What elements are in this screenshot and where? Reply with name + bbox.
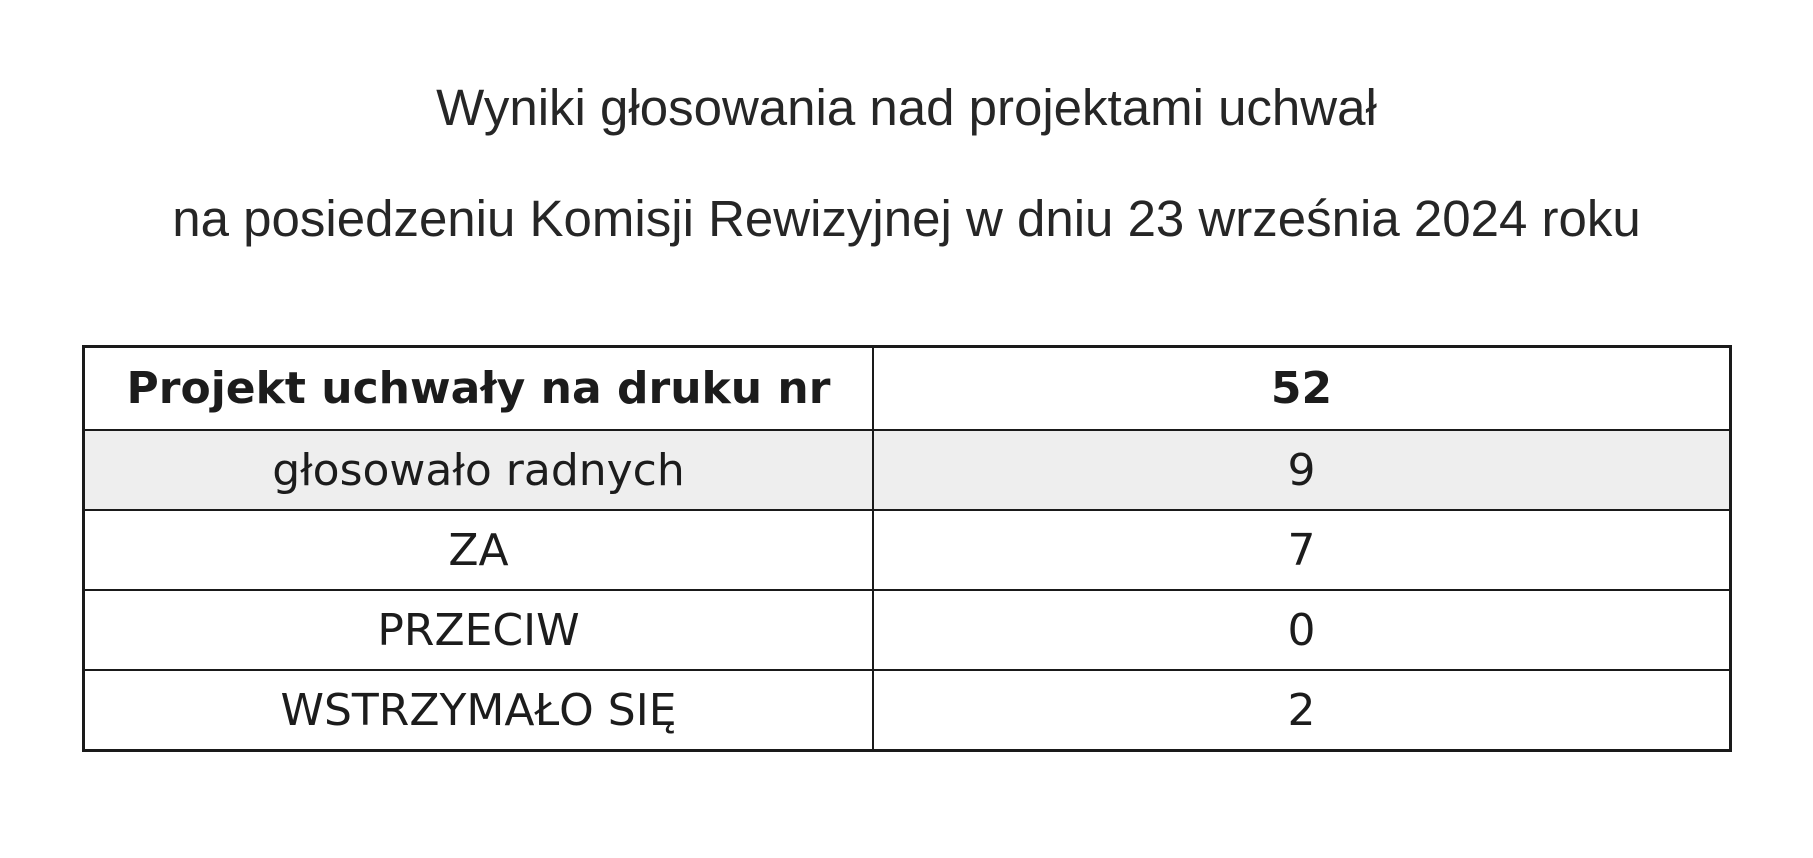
table-row xyxy=(85,511,1729,591)
row-value-cell: 2 xyxy=(872,671,1729,749)
header-label-cell: Projekt uchwały na druku nr xyxy=(126,363,831,414)
row-value-cell: 9 xyxy=(872,431,1729,509)
row-value-cell: 7 xyxy=(872,511,1729,589)
table-row xyxy=(85,591,1729,671)
table-header-row xyxy=(85,348,1729,431)
document-title-line-1: Wyniki głosowania nad projektami uchwał xyxy=(436,79,1377,136)
row-value-cell: 0 xyxy=(872,591,1729,669)
row-label-cell: WSTRZYMAŁO SIĘ xyxy=(280,684,677,736)
row-label-cell: PRZECIW xyxy=(377,604,580,656)
row-label-cell: głosowało radnych xyxy=(272,444,685,496)
header-value-cell: 52 xyxy=(872,348,1729,429)
voting-results-table xyxy=(82,345,1732,752)
table-row xyxy=(85,431,1729,511)
row-label-cell: ZA xyxy=(448,524,509,576)
table-row xyxy=(85,671,1729,749)
document-title-line-2: na posiedzeniu Komisji Rewizyjnej w dniu 23 września 2024 roku xyxy=(172,190,1641,247)
